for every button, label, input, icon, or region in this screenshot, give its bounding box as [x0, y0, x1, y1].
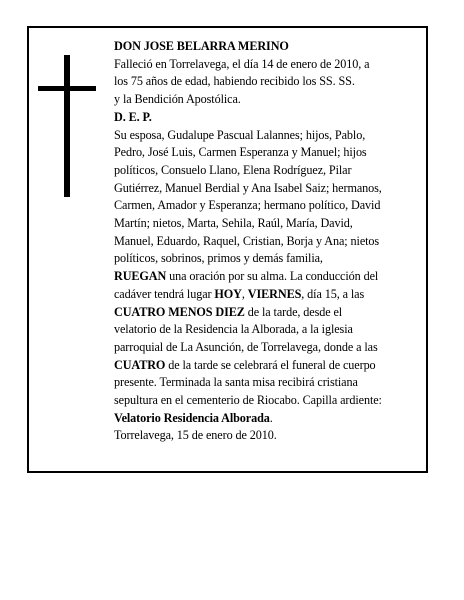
funeral-line	[114, 357, 424, 375]
family-line: Su esposa, Gudalupe Pascual Lalannes; hijos, Pablo,	[114, 127, 366, 142]
funeral-line	[114, 410, 424, 428]
family-line: políticos, Consuelo Llano, Elena Rodríguez, Pilar	[114, 162, 352, 177]
velatorio-name: Velatorio Residencia Alborada	[114, 410, 270, 425]
funeral-line: velatorio de la Residencia la Alborada, a la iglesia	[114, 322, 353, 337]
family-line: Pedro, José Luis, Carmen Esperanza y Manuel; hijos	[114, 145, 367, 160]
funeral-line: parroquial de La Asunción, de Torrelavega, donde a las	[114, 339, 378, 354]
family-line: Gutiérrez, Manuel Berdial y Ana Isabel Saiz; hermanos,	[114, 180, 382, 195]
family-line: Martín; nietos, Marta, Sehila, Raúl, María, David,	[114, 216, 353, 231]
closing-line: Torrelavega, 15 de enero de 2010.	[114, 428, 277, 443]
family-line: políticos, sobrinos, primos y demás familia,	[114, 251, 323, 266]
funeral-text: ,	[241, 286, 248, 301]
funeral-text: cadáver tendrá lugar	[114, 286, 215, 301]
cross-vertical-bar	[64, 55, 70, 197]
cross-icon	[38, 55, 96, 197]
funeral-line	[114, 304, 424, 322]
death-line: y la Bendición Apostólica.	[114, 92, 241, 107]
ruegan-word: RUEGAN	[114, 269, 167, 284]
viernes-word: VIERNES	[247, 286, 302, 301]
death-line: los 75 años de edad, habiendo recibido los SS. SS.	[114, 74, 355, 89]
death-line: Falleció en Torrelavega, el día 14 de enero de 2010, a	[114, 56, 370, 71]
funeral-line	[114, 286, 424, 304]
funeral-text: de la tarde se celebrará el funeral de cuerpo	[165, 357, 376, 372]
funeral-text: de la tarde, desde el	[244, 304, 343, 319]
funeral-line	[114, 268, 424, 286]
rip-line: D. E. P.	[114, 109, 152, 124]
family-line: Manuel, Eduardo, Raquel, Cristian, Borja y Ana; nietos	[114, 233, 380, 248]
cross-horizontal-bar	[38, 86, 96, 91]
funeral-text: , día 15, a las	[301, 286, 365, 301]
deceased-name: DON JOSE BELARRA MERINO	[114, 39, 289, 53]
funeral-text: .	[269, 410, 273, 425]
funeral-line: presente. Terminada la santa misa recibirá cristiana	[114, 375, 358, 390]
funeral-line: sepultura en el cementerio de Riocabo. Capilla ardiente:	[114, 393, 382, 408]
time-bold: CUATRO MENOS DIEZ	[114, 304, 245, 319]
funeral-text: una oración por su alma. La conducción del	[166, 269, 379, 284]
obituary-text	[114, 38, 424, 445]
family-line: Carmen, Amador y Esperanza; hermano político, David	[114, 198, 381, 213]
hoy-word: HOY	[214, 286, 242, 301]
time-bold: CUATRO	[114, 357, 166, 372]
